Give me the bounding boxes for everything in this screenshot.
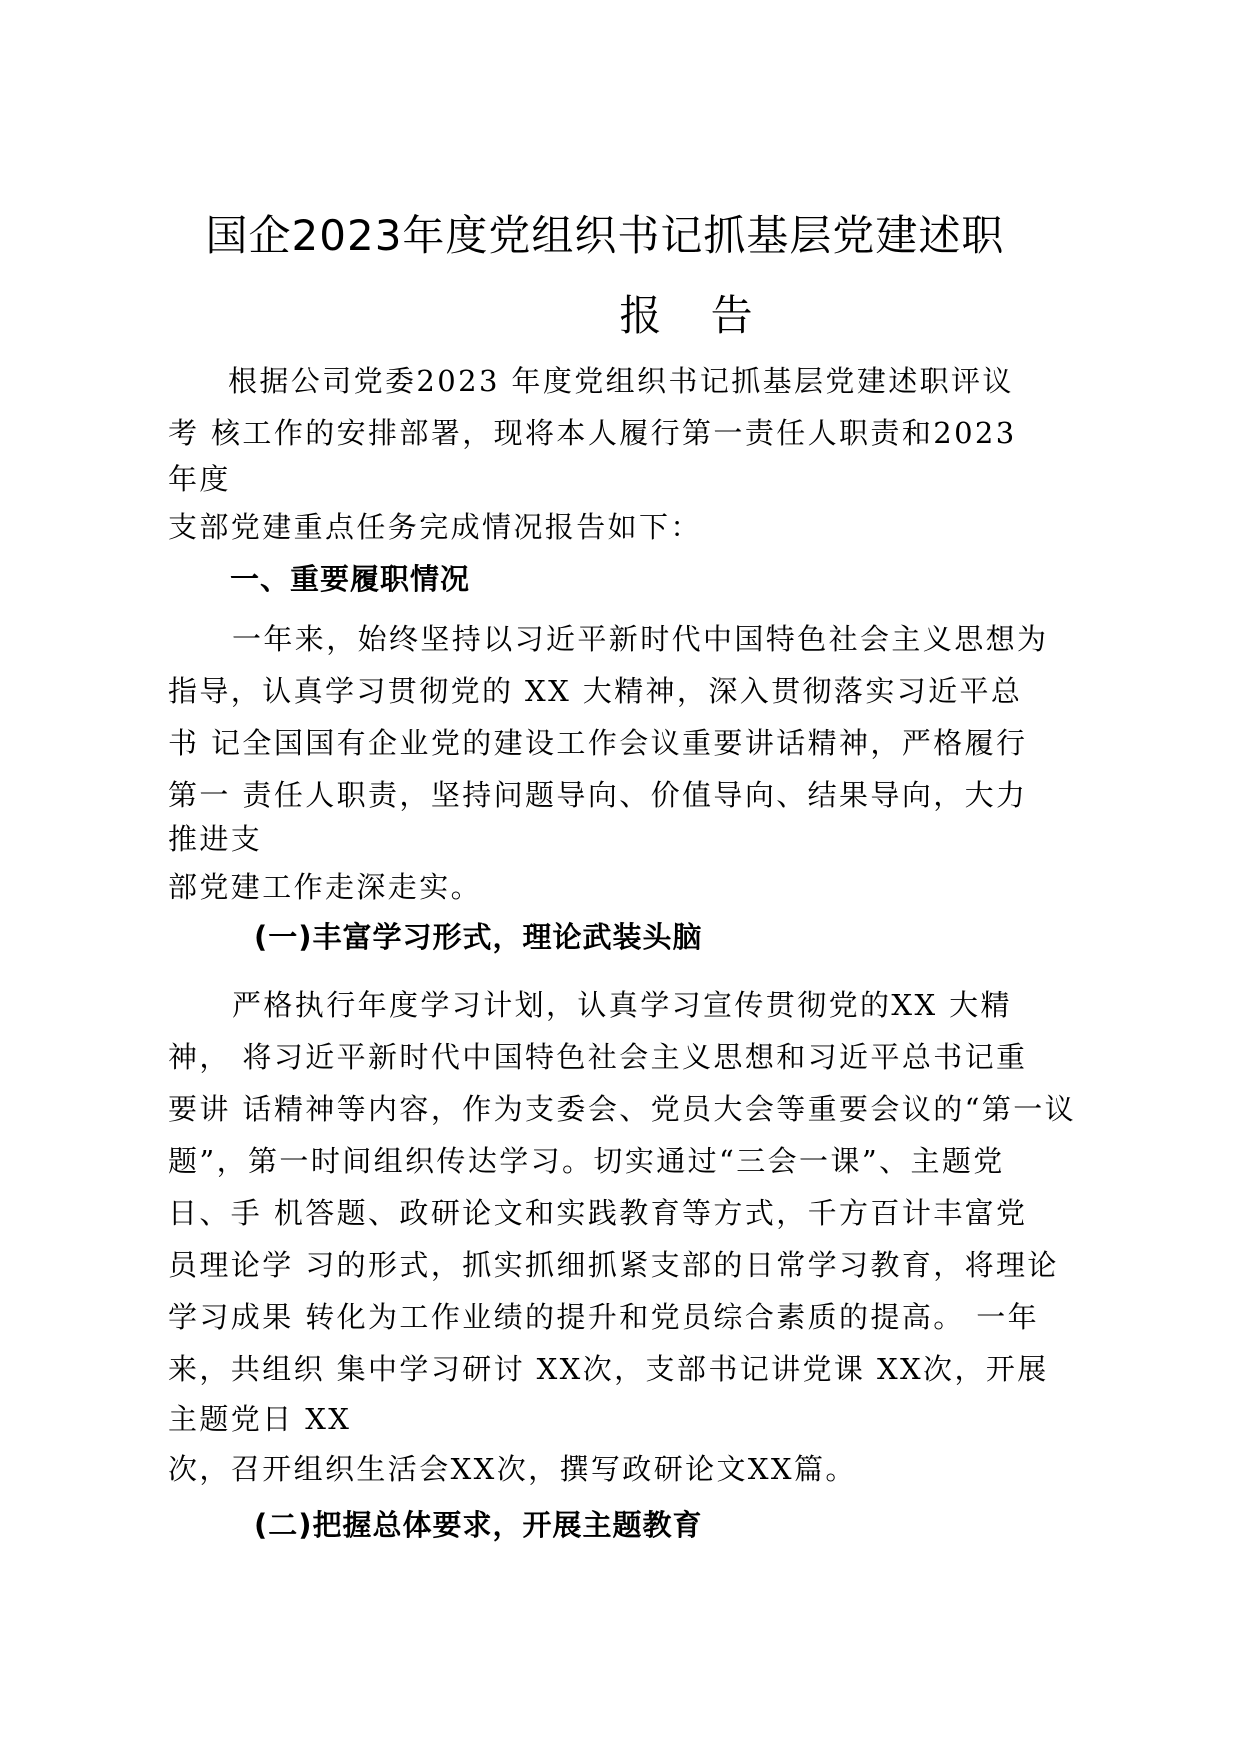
paragraph-line: 学习成果 转化为工作业绩的提升和党员综合素质的提高。 一年 — [168, 1300, 1040, 1334]
paragraph-line: 员理论学 习的形式，抓实抓细抓紧支部的日常学习教育，将理论 — [168, 1248, 1059, 1282]
paragraph-line: 部党建工作走深走实。 — [168, 870, 483, 904]
paragraph-line: 一年来，始终坚持以习近平新时代中国特色社会主义思想为 — [232, 622, 1049, 656]
document-title: 国企2023年度党组织书记抓基层党建述职 — [205, 211, 1005, 260]
subsection-heading: (二)把握总体要求，开展主题教育 — [254, 1508, 703, 1542]
paragraph-line: 指导，认真学习贯彻党的 XX 大精神，深入贯彻落实习近平总 — [168, 674, 1023, 708]
paragraph-line: 次，召开组织生活会XX次，撰写政研论文XX篇。 — [168, 1452, 857, 1486]
paragraph-line: 题”，第一时间组织传达学习。切实通过“三会一课”、主题党 — [168, 1144, 1005, 1178]
intro-line: 考 核工作的安排部署，现将本人履行第一责任人职责和2023 — [168, 416, 1017, 450]
paragraph-line: 严格执行年度学习计划，认真学习宣传贯彻党的XX 大精 — [232, 988, 1012, 1022]
paragraph-line: 推进支 — [168, 822, 263, 856]
document-title-continued: 报 告 — [619, 291, 771, 340]
paragraph-line: 神， 将习近平新时代中国特色社会主义思想和习近平总书记重 — [168, 1040, 1028, 1074]
intro-line: 支部党建重点任务完成情况报告如下： — [168, 510, 702, 544]
intro-line: 根据公司党委2023 年度党组织书记抓基层党建述职评议 — [228, 364, 1014, 398]
paragraph-line: 来，共组织 集中学习研讨 XX次，支部书记讲党课 XX次，开展 — [168, 1352, 1049, 1386]
subsection-heading: (一)丰富学习形式，理论武装头脑 — [254, 920, 703, 954]
paragraph-line: 书 记全国国有企业党的建设工作会议重要讲话精神，严格履行 — [168, 726, 1028, 760]
section-heading: 一、重要履职情况 — [230, 562, 471, 596]
paragraph-line: 主题党日 XX — [168, 1402, 352, 1436]
paragraph-line: 要讲 话精神等内容，作为支委会、党员大会等重要会议的“第一议 — [168, 1092, 1077, 1126]
paragraph-line: 第一 责任人职责，坚持问题导向、价值导向、结果导向，大力 — [168, 778, 1028, 812]
intro-line: 年度 — [168, 462, 231, 496]
paragraph-line: 日、手 机答题、政研论文和实践教育等方式，千方百计丰富党 — [168, 1196, 1028, 1230]
